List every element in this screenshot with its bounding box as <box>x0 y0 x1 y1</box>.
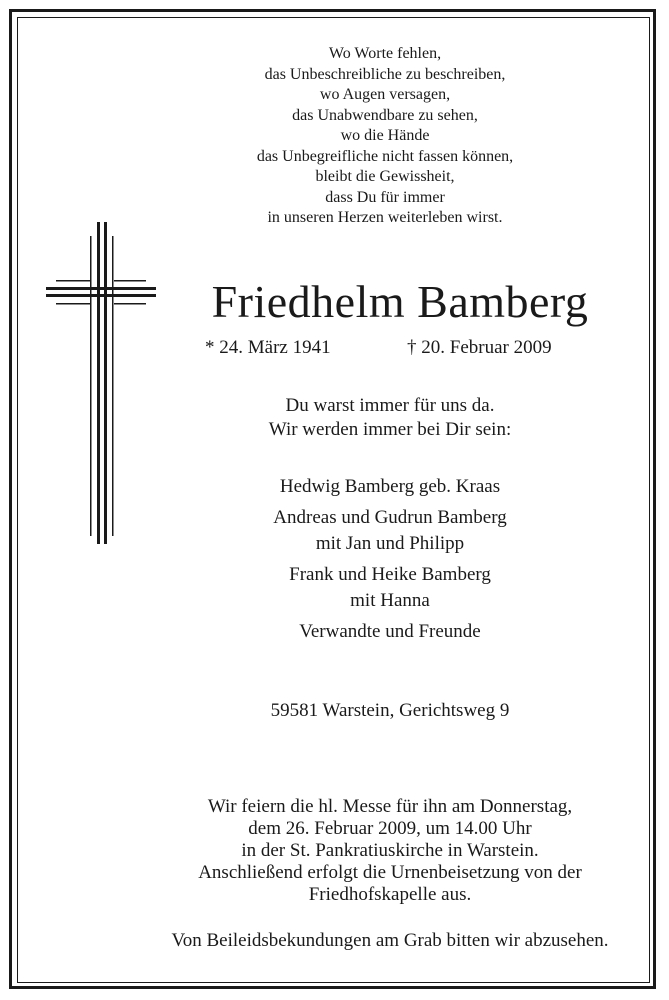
deceased-name: Friedhelm Bamberg <box>211 276 589 327</box>
service-line: dem 26. Februar 2009, um 14.00 Uhr <box>248 818 532 839</box>
service-info <box>60 796 669 906</box>
family-message <box>80 394 669 442</box>
address: 59581 Warstein, Gerichtsweg 9 <box>270 700 510 721</box>
poem-line: wo Augen versagen, <box>319 86 451 103</box>
message-line: Du warst immer für uns da. <box>285 395 495 416</box>
poem <box>100 44 669 229</box>
poem-line: bleibt die Gewissheit, <box>315 168 455 185</box>
mourner-line: Andreas und Gudrun Bamberg <box>273 507 507 528</box>
service-line: Anschließend erfolgt die Urnenbeisetzung von der <box>198 862 582 883</box>
birth-date: * 24. März 1941 <box>205 337 331 358</box>
poem-line: das Unbeschreibliche zu beschreiben, <box>264 65 506 83</box>
mourner-line: Verwandte und Freunde <box>299 621 481 642</box>
mourner-line: mit Jan und Philipp <box>315 533 465 554</box>
poem-line: in unseren Herzen weiterleben wirst. <box>267 209 503 226</box>
mourner-line: Frank und Heike Bamberg <box>289 564 491 585</box>
service-line: Friedhofskapelle aus. <box>308 884 472 905</box>
service-line: Wir feiern die hl. Messe für ihn am Donnerstag, <box>207 796 573 817</box>
poem-line: das Unabwendbare zu sehen, <box>292 106 478 124</box>
poem-line: Wo Worte fehlen, <box>328 45 442 62</box>
message-line: Wir werden immer bei Dir sein: <box>268 419 512 440</box>
life-dates <box>0 337 669 367</box>
death-date: † 20. Februar 2009 <box>407 337 552 358</box>
mourners-list <box>80 474 669 645</box>
mourner-line: Hedwig Bamberg geb. Kraas <box>279 476 501 497</box>
service-line: in der St. Pankratiuskirche in Warstein. <box>241 840 539 861</box>
poem-line: dass Du für immer <box>325 188 445 206</box>
poem-line: das Unbegreifliche nicht fassen können, <box>256 147 514 165</box>
closing-note: Von Beileidsbekundungen am Grab bitten wir abzusehen. <box>171 930 609 951</box>
poem-line: wo die Hände <box>340 127 430 144</box>
mourner-line: mit Hanna <box>350 590 430 611</box>
